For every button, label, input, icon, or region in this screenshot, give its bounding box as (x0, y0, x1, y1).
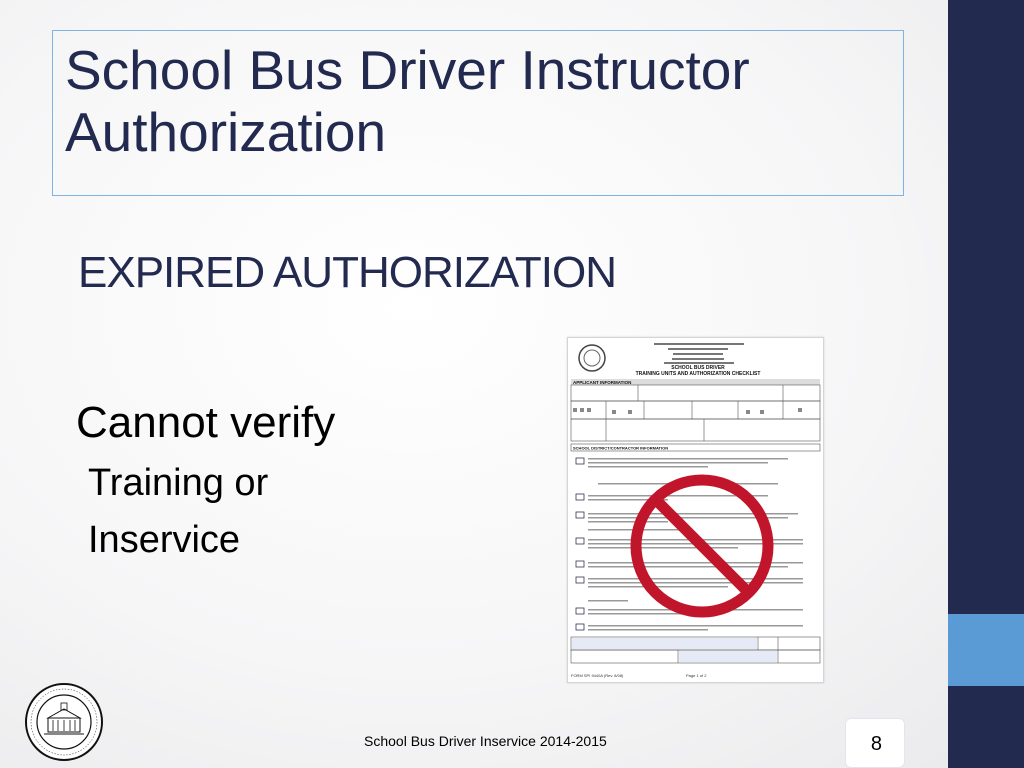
slide-title: School Bus Driver Instructor Authorization (65, 39, 750, 163)
footer-text: School Bus Driver Inservice 2014-2015 (364, 733, 607, 749)
ospi-seal-icon (24, 682, 104, 762)
form-heading: SCHOOL BUS DRIVER (671, 365, 725, 371)
form-footer-right: Page 1 of 2 (686, 673, 707, 678)
form-section-applicant: APPLICANT INFORMATION (573, 380, 632, 385)
slide-subtitle: EXPIRED AUTHORIZATION (78, 248, 617, 297)
bullet-sub-training: Training or (88, 462, 269, 504)
page-number-box (845, 718, 905, 768)
body-text (76, 398, 335, 576)
bullet-sub-inservice: Inservice (88, 519, 241, 561)
form-footer-left: FORM SPI 9440A (Rev. 8/08) (571, 673, 624, 678)
form-subheading: TRAINING UNITS AND AUTHORIZATION CHECKLIST (635, 371, 761, 377)
title-box[interactable] (52, 30, 904, 196)
right-band-accent (948, 614, 1024, 686)
form-section-district: SCHOOL DISTRICT/CONTRACTOR INFORMATION (573, 445, 669, 451)
bullet-main: Cannot verify (76, 398, 336, 447)
no-sign-icon (622, 466, 782, 626)
page-number: 8 (870, 733, 882, 755)
